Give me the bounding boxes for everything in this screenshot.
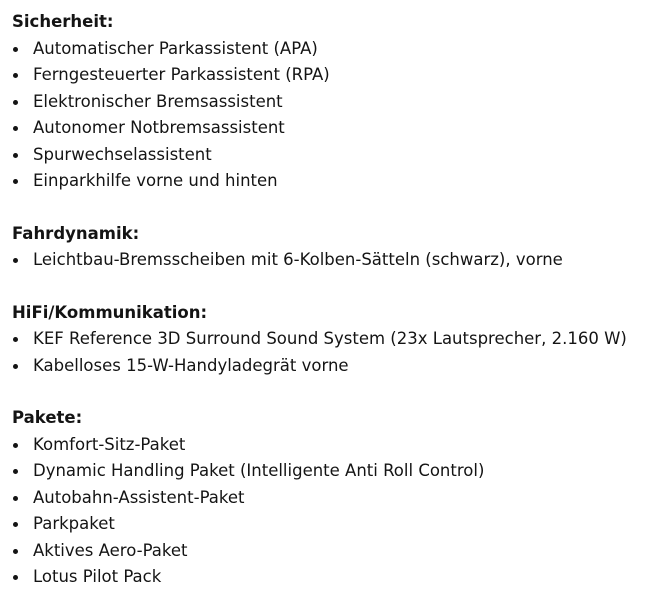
list-item xyxy=(12,326,658,353)
list-item-text: Autobahn-Assistent-Paket xyxy=(33,487,245,507)
item-list xyxy=(12,326,658,379)
bullet-icon xyxy=(13,496,18,501)
list-item-text: Kabelloses 15-W-Handyladegrät vorne xyxy=(33,355,349,375)
section-title: Fahrdynamik: xyxy=(12,223,140,243)
list-item xyxy=(12,89,658,116)
list-item xyxy=(12,247,658,274)
list-item xyxy=(12,485,658,512)
section-sicherheit xyxy=(12,9,658,195)
section-hifi-kommunikation xyxy=(12,300,658,380)
list-item xyxy=(12,511,658,538)
bullet-icon xyxy=(13,337,18,342)
list-item-text: Parkpaket xyxy=(33,514,115,533)
list-item xyxy=(12,142,658,169)
section-title: Pakete: xyxy=(12,408,83,427)
bullet-icon xyxy=(13,153,18,158)
list-item xyxy=(12,353,658,380)
item-list xyxy=(12,247,658,274)
list-item xyxy=(12,432,658,459)
section-pakete xyxy=(12,405,658,591)
bullet-icon xyxy=(13,47,18,52)
list-item xyxy=(12,168,658,195)
list-item-text: Komfort-Sitz-Paket xyxy=(33,434,186,454)
bullet-icon xyxy=(13,364,18,369)
item-list xyxy=(12,432,658,591)
list-item xyxy=(12,538,658,565)
list-item-text: KEF Reference 3D Surround Sound System (23x Lautsprecher, 2.160 W) xyxy=(33,329,627,348)
bullet-icon xyxy=(13,100,18,105)
list-item-text: Elektronischer Bremsassistent xyxy=(33,91,283,111)
list-item xyxy=(12,564,658,591)
list-item-text: Automatischer Parkassistent (APA) xyxy=(33,38,318,58)
bullet-icon xyxy=(13,522,18,527)
list-item-text: Spurwechselassistent xyxy=(33,144,212,164)
bullet-icon xyxy=(13,258,18,263)
list-item-text: Autonomer Notbremsassistent xyxy=(33,118,285,137)
list-item-text: Lotus Pilot Pack xyxy=(33,567,162,586)
list-item xyxy=(12,458,658,485)
list-item xyxy=(12,115,658,142)
section-title: HiFi/Kommunikation: xyxy=(12,302,208,322)
bullet-icon xyxy=(13,179,18,184)
bullet-icon xyxy=(13,575,18,580)
list-item xyxy=(12,36,658,63)
list-item-text: Ferngesteuerter Parkassistent (RPA) xyxy=(33,65,330,84)
bullet-icon xyxy=(13,469,18,474)
bullet-icon xyxy=(13,549,18,554)
bullet-icon xyxy=(13,126,18,131)
list-item-text: Einparkhilfe vorne und hinten xyxy=(33,171,278,190)
section-title: Sicherheit: xyxy=(12,12,114,31)
section-fahrdynamik xyxy=(12,221,658,274)
list-item xyxy=(12,62,658,89)
list-item-text: Dynamic Handling Paket (Intelligente Anti Roll Control) xyxy=(33,461,485,480)
bullet-icon xyxy=(13,443,18,448)
list-item-text: Leichtbau-Bremsscheiben mit 6-Kolben-Sätteln (schwarz), vorne xyxy=(33,250,563,269)
item-list xyxy=(12,36,658,195)
list-item-text: Aktives Aero-Paket xyxy=(33,540,188,560)
bullet-icon xyxy=(13,73,18,78)
